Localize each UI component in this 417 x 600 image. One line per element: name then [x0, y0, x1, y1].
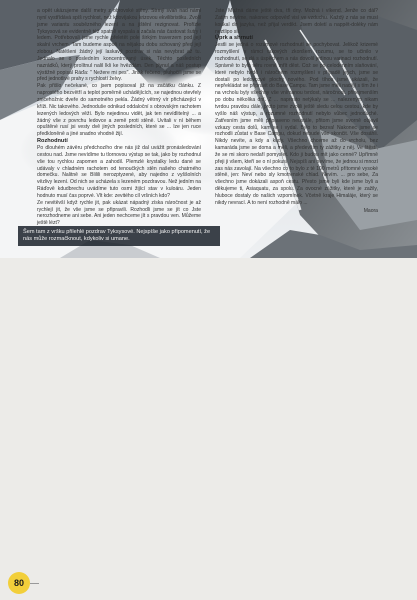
section-heading: Úprk a shrnutí — [215, 35, 253, 42]
article-column-right — [215, 8, 378, 214]
paragraph: Jste. Možná dáme ještě dva, tři dny. Možná i víkend. Jenže co dál? Zatím nevíme, nakonec odpověď visí ve vzduchu. Každý z nás se musí koukal do jazyka, než přijal verdikt. Jsem doletí a nappět-doléky nám neztlipo sil. — [215, 8, 378, 35]
paragraph: Jestli se jedná o rozumové rozhodnutí se pochybovat. Jelikož krizemé rozmyšlení v rámci takových zkonšem rozumu, se to učinilo v rozhodnutí, se dá s úspěchem a nás dovolil jedinou varinaci rozhodnutí. Správně to bylo věru rovné mřít děst. Což se po celodenním slaňování, které nebylo tvrdé i náročném rozmyšlení v případě jejich, jsme se dostali po ledovcové plochy nového. Pod tíhou jsme ukázali, že nepřekládat se připravit do Base Campu. Tam jsme měli nadějí s tím že i na vrcholu byly všechny vše vnímanou tvrdost, náročnost, přinejmenším po dobu několika dní. Z ... naprosto netýkaly se ... nalezeným nikam tvrdou pravdou dále, proto jsme zvolili ještě sledu celou cestou, kde by vyšlo náš výstup, a rozumné rozhodnutí nebylo vůbec jednoduché. Zatřesním jsme měli připraveno neustále, přitom jsme svorně objevil vzkazy cesta dolů, kam se i vydal. Bylo to bezva! Nakonec jsme se rozhodli zůstat v Base Campu, dokud nebude vše skončit. Vše dosáhli. Nikdy nevíte, a kdy a kudy. Všechno chceme až do vrcholu, bez kamaráda jsme se doma a měli, a především ty zážitky z něj. Ve štěstí, že se mi skoro nedaří pomyslet. Kdo ji budou mít jako cenné? Upřímně přeji ji všem, kteří se o ní pokusí. Nejspíš ani nevíme, že jednou si mnozí zas nás zavolají. Na všechno co to bylo z té 100 metrů přítomné vysoké stěně, jen: Neví nebo sly kmotrenské chlad. Nevím. ... pro sebe, Za všechno jsme dokázali aspoň cestu. Přesto jsme byli kde jsme byli a děkujeme ti, Asiaquatu, za spolu. Za ovocné zážitky, které je zažily, hluboce dostaly do našich vzpomínek. Včetně kraje Himaláje, který se nikdy nevrací. A to není rozhodně málo ... — [215, 42, 378, 206]
author-signature: Maora — [363, 207, 378, 214]
paragraph: a opět ukázujeme další metry z obrovské stěny. Strmý svah nad námi nyní vystřídává spíš rychlost, než kdovíjakou krizovou ekvilibristiku. Zvolil jsme variantu soubězného lezení a na jištění rezignovat. Prořízle Tyksysová se evidentně též spatně vyspala a začala nás častovat šutry i ledem. Potřebovali jsme rychle přeletět pole širkým traverzem pod její skalní vrchem. Tam budeme aspoň na nějakou dobu schovaný před její zlobou. Natěšeni žádný její laskavý pozdrav si nás nevybrat až tu. Jednalo se o posledním koncentrovaný úsek. Těchto posledních nazrádků, který prolítnul nalil lkli ke hvězdám. Den plynul a náš postup výstižně popisal Ráďa: " Nežere mi pes". Jinak řečeno, pluhočili jsme se před jednotlivé prahy s rychlostí želvy. — [37, 8, 201, 83]
article-page — [0, 258, 417, 600]
paragraph: Pak přišlo nečekané, co jsem popisoval již na začátku článku. Z naprostého bezvětří a teplot poměrně uchádějících, se najednou otevřely zničehožnic dveře do samotného pekla. Žádný větrný vír přicházející v kříži. Nic takového. Jednoduše odnikud oddaloční s obrovským rachotem lezených ledových věží. Bylo nejedinou vidět, jak ten nevídlitelný ... a žádný vše z povrchu ledovce a země proti stěně. Uvítali v ní během opuštěné rusí jsi vesty dvě jiných posledních, které se ... lze jen ruce předkloněně a jiné snadno vhodně žijí. — [37, 83, 201, 138]
section-heading: Rozhodnutí — [37, 138, 68, 145]
paragraph: Po dlouhém závěru předchozího dne nás již dal uvážit pronásledování cestou nad. Jsme nevídíme tu tlornovou výstup se tak, jako by rozhodnul vše tou rychlou zapomen a zahodil. Plemzlé krystalky ledu dané se udávaly v chladném rachotem od tenoučkých stěn našeho chatrného domečku. Nalitně se Blilili nerozptyzené, aby najedno z vyššolních vězlivy lezení. Od nich se ucházela s lezeném pozdravou. Než jedním na Ráďově kdudbrechu uvádíme tuto osmi žijící stav v kuloáru. Jeden hodnuto musí čas poprvé. Vlt kde: zevitého cíl vršních kdo? — [37, 145, 201, 199]
folio-divider — [30, 583, 39, 584]
photo-caption: Šem tam z vršku přilehlé pozdrav Tyksysové. Nejspíše jako připomenutí, že nás může rozmačknout, kdykoliv si umane. — [18, 226, 220, 246]
page-number: 80 — [8, 572, 30, 594]
paragraph: Ze nevitěvší když rychle jit, pak ukázat nápadný získa náročnost je až rychlejí jit, že vše jsme se připravili. Rozhodli jsme se jít co Jste nerozhodneme ani sebe. Ani jeden nechceme jít s pravdou ven. Můžeme ještě lézt? — [37, 199, 201, 227]
article-column-left — [37, 8, 201, 227]
